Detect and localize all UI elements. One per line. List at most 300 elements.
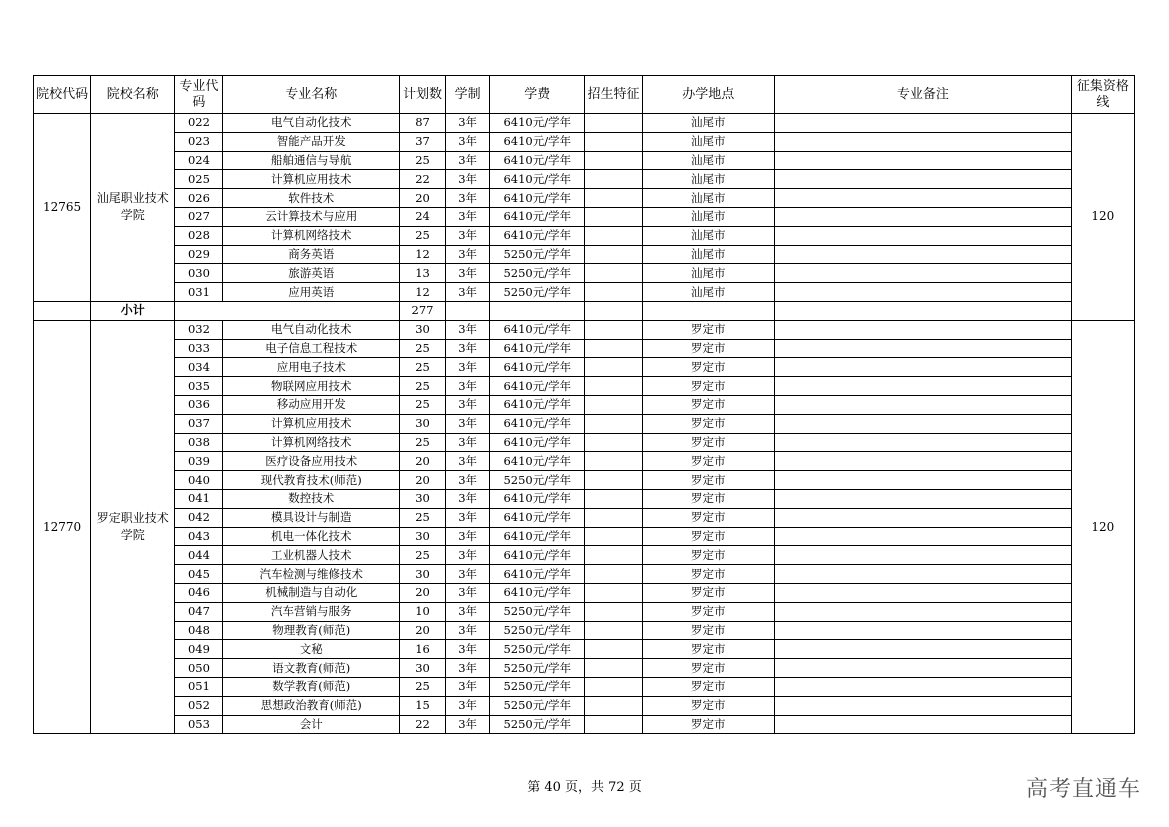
major-name-cell: 语文教育(师范) xyxy=(223,659,399,678)
location-cell: 汕尾市 xyxy=(642,226,774,245)
location-cell: 罗定市 xyxy=(642,583,774,602)
duration-cell: 3年 xyxy=(446,226,490,245)
subtotal-empty-cell xyxy=(34,301,91,320)
major-code-cell: 047 xyxy=(175,602,223,621)
table-row xyxy=(34,207,1135,226)
duration-cell: 3年 xyxy=(446,114,490,133)
tuition-cell: 5250元/学年 xyxy=(490,715,585,734)
major-code-cell: 053 xyxy=(175,715,223,734)
table-row xyxy=(34,339,1135,358)
header-school-name: 院校名称 xyxy=(91,76,175,114)
plan-cell: 22 xyxy=(399,715,445,734)
watermark: 高考直通车 xyxy=(1025,777,1141,802)
tuition-cell: 6410元/学年 xyxy=(490,527,585,546)
major-name-cell: 模具设计与制造 xyxy=(223,508,399,527)
table-row xyxy=(34,696,1135,715)
header-duration: 学制 xyxy=(446,76,490,114)
major-code-cell: 042 xyxy=(175,508,223,527)
major-name-cell: 电气自动化技术 xyxy=(223,114,399,133)
major-name-cell: 思想政治教育(师范) xyxy=(223,696,399,715)
remark-cell xyxy=(774,621,1071,640)
duration-cell: 3年 xyxy=(446,452,490,471)
remark-cell xyxy=(774,264,1071,283)
location-cell: 罗定市 xyxy=(642,339,774,358)
recruit-feature-cell xyxy=(585,114,642,133)
table-row xyxy=(34,583,1135,602)
plan-cell: 20 xyxy=(399,452,445,471)
remark-cell xyxy=(774,395,1071,414)
remark-cell xyxy=(774,508,1071,527)
table-row xyxy=(34,283,1135,302)
plan-cell: 24 xyxy=(399,207,445,226)
tuition-cell: 6410元/学年 xyxy=(490,226,585,245)
plan-cell: 25 xyxy=(399,339,445,358)
recruit-feature-cell xyxy=(585,471,642,490)
remark-cell xyxy=(774,339,1071,358)
table-row xyxy=(34,132,1135,151)
duration-cell: 3年 xyxy=(446,339,490,358)
tuition-cell: 5250元/学年 xyxy=(490,696,585,715)
tuition-cell: 5250元/学年 xyxy=(490,264,585,283)
duration-cell: 3年 xyxy=(446,602,490,621)
remark-cell xyxy=(774,546,1071,565)
tuition-cell: 6410元/学年 xyxy=(490,170,585,189)
plan-cell: 30 xyxy=(399,659,445,678)
table-row xyxy=(34,395,1135,414)
major-name-cell: 机械制造与自动化 xyxy=(223,583,399,602)
major-name-cell: 计算机应用技术 xyxy=(223,170,399,189)
recruit-feature-cell xyxy=(585,602,642,621)
recruit-feature-cell xyxy=(585,377,642,396)
major-name-cell: 应用电子技术 xyxy=(223,358,399,377)
major-name-cell: 云计算技术与应用 xyxy=(223,207,399,226)
tuition-cell: 6410元/学年 xyxy=(490,320,585,339)
major-name-cell: 数学教育(师范) xyxy=(223,677,399,696)
table-row xyxy=(34,659,1135,678)
plan-cell: 25 xyxy=(399,433,445,452)
recruit-feature-cell xyxy=(585,508,642,527)
major-name-cell: 电子信息工程技术 xyxy=(223,339,399,358)
table-row xyxy=(34,621,1135,640)
subtotal-empty-cell xyxy=(446,301,490,320)
location-cell: 罗定市 xyxy=(642,395,774,414)
plan-cell: 13 xyxy=(399,264,445,283)
location-cell: 罗定市 xyxy=(642,452,774,471)
remark-cell xyxy=(774,377,1071,396)
table-row xyxy=(34,226,1135,245)
plan-cell: 12 xyxy=(399,245,445,264)
header-major-name: 专业名称 xyxy=(223,76,399,114)
major-code-cell: 023 xyxy=(175,132,223,151)
remark-cell xyxy=(774,659,1071,678)
duration-cell: 3年 xyxy=(446,715,490,734)
plan-cell: 16 xyxy=(399,640,445,659)
major-name-cell: 移动应用开发 xyxy=(223,395,399,414)
location-cell: 罗定市 xyxy=(642,640,774,659)
recruit-feature-cell xyxy=(585,546,642,565)
location-cell: 罗定市 xyxy=(642,602,774,621)
recruit-feature-cell xyxy=(585,151,642,170)
duration-cell: 3年 xyxy=(446,320,490,339)
tuition-cell: 5250元/学年 xyxy=(490,621,585,640)
location-cell: 罗定市 xyxy=(642,489,774,508)
tuition-cell: 5250元/学年 xyxy=(490,245,585,264)
plan-cell: 15 xyxy=(399,696,445,715)
table-body xyxy=(34,114,1135,734)
header-major-code: 专业代码 xyxy=(175,76,223,114)
remark-cell xyxy=(774,489,1071,508)
location-cell: 罗定市 xyxy=(642,433,774,452)
plan-cell: 20 xyxy=(399,621,445,640)
header-school-code: 院校代码 xyxy=(34,76,91,114)
duration-cell: 3年 xyxy=(446,414,490,433)
header-plan: 计划数 xyxy=(399,76,445,114)
table-row xyxy=(34,640,1135,659)
location-cell: 罗定市 xyxy=(642,565,774,584)
duration-cell: 3年 xyxy=(446,583,490,602)
duration-cell: 3年 xyxy=(446,508,490,527)
recruit-feature-cell xyxy=(585,715,642,734)
header-cutoff: 征集资格线 xyxy=(1071,76,1134,114)
recruit-feature-cell xyxy=(585,640,642,659)
location-cell: 罗定市 xyxy=(642,546,774,565)
tuition-cell: 6410元/学年 xyxy=(490,358,585,377)
remark-cell xyxy=(774,207,1071,226)
remark-cell xyxy=(774,583,1071,602)
header-location: 办学地点 xyxy=(642,76,774,114)
remark-cell xyxy=(774,433,1071,452)
recruit-feature-cell xyxy=(585,395,642,414)
remark-cell xyxy=(774,715,1071,734)
location-cell: 罗定市 xyxy=(642,414,774,433)
table-row xyxy=(34,452,1135,471)
subtotal-label: 小计 xyxy=(91,301,175,320)
location-cell: 罗定市 xyxy=(642,696,774,715)
tuition-cell: 5250元/学年 xyxy=(490,471,585,490)
header-tuition: 学费 xyxy=(490,76,585,114)
tuition-cell: 6410元/学年 xyxy=(490,395,585,414)
table-row xyxy=(34,508,1135,527)
recruit-feature-cell xyxy=(585,489,642,508)
major-name-cell: 旅游英语 xyxy=(223,264,399,283)
major-name-cell: 会计 xyxy=(223,715,399,734)
duration-cell: 3年 xyxy=(446,207,490,226)
plan-cell: 25 xyxy=(399,377,445,396)
plan-cell: 30 xyxy=(399,414,445,433)
major-code-cell: 040 xyxy=(175,471,223,490)
table-row xyxy=(34,114,1135,133)
duration-cell: 3年 xyxy=(446,264,490,283)
location-cell: 汕尾市 xyxy=(642,207,774,226)
recruit-feature-cell xyxy=(585,565,642,584)
tuition-cell: 6410元/学年 xyxy=(490,207,585,226)
table-row xyxy=(34,471,1135,490)
major-code-cell: 026 xyxy=(175,189,223,208)
plan-cell: 30 xyxy=(399,565,445,584)
major-code-cell: 028 xyxy=(175,226,223,245)
remark-cell xyxy=(774,245,1071,264)
major-name-cell: 现代教育技术(师范) xyxy=(223,471,399,490)
school-code-cell: 12770 xyxy=(34,320,91,734)
major-code-cell: 029 xyxy=(175,245,223,264)
location-cell: 汕尾市 xyxy=(642,132,774,151)
major-code-cell: 031 xyxy=(175,283,223,302)
remark-cell xyxy=(774,565,1071,584)
remark-cell xyxy=(774,226,1071,245)
recruit-feature-cell xyxy=(585,659,642,678)
remark-cell xyxy=(774,414,1071,433)
major-code-cell: 051 xyxy=(175,677,223,696)
duration-cell: 3年 xyxy=(446,640,490,659)
subtotal-empty-cell xyxy=(642,301,774,320)
recruit-feature-cell xyxy=(585,207,642,226)
table-row xyxy=(34,546,1135,565)
cutoff-cell: 120 xyxy=(1071,114,1134,321)
major-code-cell: 034 xyxy=(175,358,223,377)
table-row xyxy=(34,489,1135,508)
recruit-feature-cell xyxy=(585,621,642,640)
remark-cell xyxy=(774,283,1071,302)
remark-cell xyxy=(774,189,1071,208)
plan-cell: 22 xyxy=(399,170,445,189)
plan-cell: 25 xyxy=(399,226,445,245)
header-remark: 专业备注 xyxy=(774,76,1071,114)
plan-cell: 37 xyxy=(399,132,445,151)
table-row xyxy=(34,245,1135,264)
plan-cell: 12 xyxy=(399,283,445,302)
major-code-cell: 036 xyxy=(175,395,223,414)
remark-cell xyxy=(774,114,1071,133)
duration-cell: 3年 xyxy=(446,358,490,377)
major-name-cell: 机电一体化技术 xyxy=(223,527,399,546)
major-code-cell: 030 xyxy=(175,264,223,283)
major-code-cell: 050 xyxy=(175,659,223,678)
remark-cell xyxy=(774,602,1071,621)
tuition-cell: 6410元/学年 xyxy=(490,508,585,527)
tuition-cell: 6410元/学年 xyxy=(490,189,585,208)
table-row xyxy=(34,527,1135,546)
remark-cell xyxy=(774,677,1071,696)
location-cell: 罗定市 xyxy=(642,527,774,546)
plan-cell: 30 xyxy=(399,320,445,339)
recruit-feature-cell xyxy=(585,339,642,358)
page-number: 第 40 页，共 72 页 xyxy=(527,780,642,795)
duration-cell: 3年 xyxy=(446,132,490,151)
major-name-cell: 医疗设备应用技术 xyxy=(223,452,399,471)
plan-cell: 20 xyxy=(399,189,445,208)
major-code-cell: 052 xyxy=(175,696,223,715)
duration-cell: 3年 xyxy=(446,377,490,396)
major-name-cell: 计算机网络技术 xyxy=(223,226,399,245)
duration-cell: 3年 xyxy=(446,696,490,715)
tuition-cell: 6410元/学年 xyxy=(490,414,585,433)
plan-cell: 25 xyxy=(399,358,445,377)
duration-cell: 3年 xyxy=(446,283,490,302)
location-cell: 罗定市 xyxy=(642,715,774,734)
recruit-feature-cell xyxy=(585,433,642,452)
plan-cell: 25 xyxy=(399,395,445,414)
tuition-cell: 5250元/学年 xyxy=(490,659,585,678)
table-row xyxy=(34,565,1135,584)
location-cell: 罗定市 xyxy=(642,471,774,490)
duration-cell: 3年 xyxy=(446,489,490,508)
subtotal-empty-cell xyxy=(585,301,642,320)
plan-cell: 25 xyxy=(399,508,445,527)
major-name-cell: 汽车营销与服务 xyxy=(223,602,399,621)
table-row xyxy=(34,433,1135,452)
subtotal-value: 277 xyxy=(399,301,445,320)
recruit-feature-cell xyxy=(585,527,642,546)
duration-cell: 3年 xyxy=(446,565,490,584)
duration-cell: 3年 xyxy=(446,245,490,264)
major-name-cell: 汽车检测与维修技术 xyxy=(223,565,399,584)
location-cell: 罗定市 xyxy=(642,621,774,640)
major-name-cell: 计算机网络技术 xyxy=(223,433,399,452)
major-name-cell: 应用英语 xyxy=(223,283,399,302)
duration-cell: 3年 xyxy=(446,659,490,678)
location-cell: 汕尾市 xyxy=(642,283,774,302)
remark-cell xyxy=(774,640,1071,659)
table-row xyxy=(34,414,1135,433)
recruit-feature-cell xyxy=(585,189,642,208)
subtotal-blank-cell xyxy=(175,301,400,320)
recruit-feature-cell xyxy=(585,452,642,471)
location-cell: 罗定市 xyxy=(642,358,774,377)
location-cell: 罗定市 xyxy=(642,320,774,339)
major-name-cell: 文秘 xyxy=(223,640,399,659)
major-code-cell: 037 xyxy=(175,414,223,433)
tuition-cell: 6410元/学年 xyxy=(490,452,585,471)
plan-cell: 25 xyxy=(399,151,445,170)
remark-cell xyxy=(774,132,1071,151)
recruit-feature-cell xyxy=(585,358,642,377)
plan-cell: 25 xyxy=(399,677,445,696)
table-row xyxy=(34,264,1135,283)
duration-cell: 3年 xyxy=(446,621,490,640)
plan-cell: 87 xyxy=(399,114,445,133)
location-cell: 罗定市 xyxy=(642,677,774,696)
table-row xyxy=(34,320,1135,339)
remark-cell xyxy=(774,471,1071,490)
tuition-cell: 6410元/学年 xyxy=(490,546,585,565)
tuition-cell: 6410元/学年 xyxy=(490,583,585,602)
duration-cell: 3年 xyxy=(446,546,490,565)
major-code-cell: 049 xyxy=(175,640,223,659)
cutoff-cell: 120 xyxy=(1071,320,1134,734)
tuition-cell: 5250元/学年 xyxy=(490,283,585,302)
duration-cell: 3年 xyxy=(446,170,490,189)
duration-cell: 3年 xyxy=(446,189,490,208)
table-row xyxy=(34,677,1135,696)
recruit-feature-cell xyxy=(585,677,642,696)
recruit-feature-cell xyxy=(585,414,642,433)
table-row xyxy=(34,358,1135,377)
remark-cell xyxy=(774,452,1071,471)
tuition-cell: 6410元/学年 xyxy=(490,132,585,151)
plan-cell: 30 xyxy=(399,489,445,508)
major-name-cell: 工业机器人技术 xyxy=(223,546,399,565)
location-cell: 罗定市 xyxy=(642,377,774,396)
recruit-feature-cell xyxy=(585,170,642,189)
enrollment-table xyxy=(33,75,1135,734)
major-code-cell: 022 xyxy=(175,114,223,133)
location-cell: 汕尾市 xyxy=(642,264,774,283)
major-name-cell: 计算机应用技术 xyxy=(223,414,399,433)
major-name-cell: 电气自动化技术 xyxy=(223,320,399,339)
major-code-cell: 043 xyxy=(175,527,223,546)
remark-cell xyxy=(774,358,1071,377)
subtotal-empty-cell xyxy=(774,301,1071,320)
table-row xyxy=(34,189,1135,208)
remark-cell xyxy=(774,170,1071,189)
recruit-feature-cell xyxy=(585,583,642,602)
table-row xyxy=(34,151,1135,170)
major-code-cell: 046 xyxy=(175,583,223,602)
plan-cell: 10 xyxy=(399,602,445,621)
major-code-cell: 048 xyxy=(175,621,223,640)
school-code-cell: 12765 xyxy=(34,114,91,302)
remark-cell xyxy=(774,696,1071,715)
recruit-feature-cell xyxy=(585,320,642,339)
location-cell: 汕尾市 xyxy=(642,151,774,170)
major-code-cell: 024 xyxy=(175,151,223,170)
major-code-cell: 027 xyxy=(175,207,223,226)
school-name-cell: 汕尾职业技术学院 xyxy=(91,114,175,302)
recruit-feature-cell xyxy=(585,283,642,302)
table-row xyxy=(34,377,1135,396)
subtotal-empty-cell xyxy=(490,301,585,320)
plan-cell: 25 xyxy=(399,546,445,565)
duration-cell: 3年 xyxy=(446,677,490,696)
major-code-cell: 044 xyxy=(175,546,223,565)
table-row xyxy=(34,170,1135,189)
duration-cell: 3年 xyxy=(446,471,490,490)
tuition-cell: 6410元/学年 xyxy=(490,151,585,170)
major-name-cell: 物联网应用技术 xyxy=(223,377,399,396)
major-name-cell: 物理教育(师范) xyxy=(223,621,399,640)
major-code-cell: 025 xyxy=(175,170,223,189)
duration-cell: 3年 xyxy=(446,527,490,546)
location-cell: 汕尾市 xyxy=(642,170,774,189)
tuition-cell: 6410元/学年 xyxy=(490,489,585,508)
school-name-cell: 罗定职业技术学院 xyxy=(91,320,175,734)
major-name-cell: 智能产品开发 xyxy=(223,132,399,151)
remark-cell xyxy=(774,527,1071,546)
major-code-cell: 045 xyxy=(175,565,223,584)
location-cell: 汕尾市 xyxy=(642,245,774,264)
plan-cell: 20 xyxy=(399,471,445,490)
location-cell: 罗定市 xyxy=(642,508,774,527)
duration-cell: 3年 xyxy=(446,151,490,170)
tuition-cell: 6410元/学年 xyxy=(490,339,585,358)
location-cell: 汕尾市 xyxy=(642,189,774,208)
tuition-cell: 5250元/学年 xyxy=(490,602,585,621)
recruit-feature-cell xyxy=(585,245,642,264)
tuition-cell: 5250元/学年 xyxy=(490,640,585,659)
location-cell: 罗定市 xyxy=(642,659,774,678)
major-name-cell: 商务英语 xyxy=(223,245,399,264)
tuition-cell: 6410元/学年 xyxy=(490,114,585,133)
major-code-cell: 035 xyxy=(175,377,223,396)
tuition-cell: 6410元/学年 xyxy=(490,433,585,452)
plan-cell: 20 xyxy=(399,583,445,602)
recruit-feature-cell xyxy=(585,132,642,151)
recruit-feature-cell xyxy=(585,226,642,245)
duration-cell: 3年 xyxy=(446,433,490,452)
major-code-cell: 033 xyxy=(175,339,223,358)
header-row xyxy=(34,76,1135,114)
header-recruit-feature: 招生特征 xyxy=(585,76,642,114)
